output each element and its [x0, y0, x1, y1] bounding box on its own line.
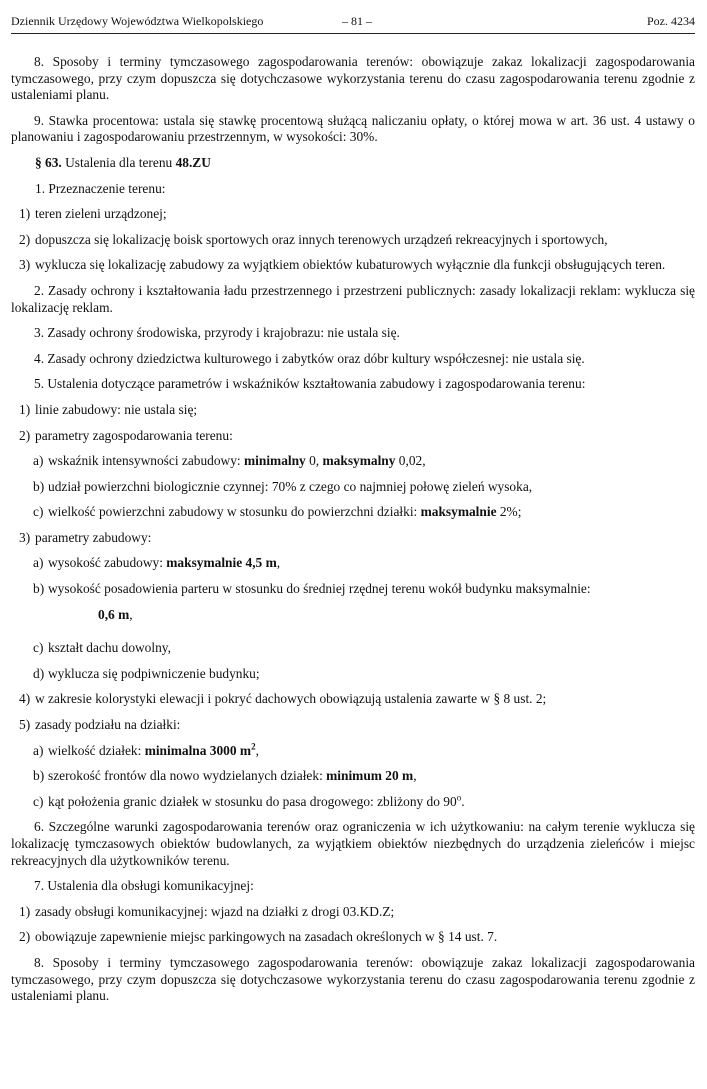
- list-item: [11, 717, 695, 734]
- sub-item: [11, 743, 695, 760]
- item-text: zasady obsługi komunikacyjnej: wjazd na działki z drogi 03.KD.Z;: [35, 903, 395, 919]
- bold-value: minimum 20 m: [326, 768, 414, 784]
- list-item: [11, 257, 695, 274]
- bold-value: maksymalny: [322, 453, 396, 469]
- sub-item-value: [11, 607, 695, 624]
- position-number: Poz. 4234: [647, 14, 695, 28]
- sub-item-text: szerokość frontów dla nowo wydzielanych działek:: [48, 768, 327, 784]
- sub-item: [11, 555, 695, 572]
- paragraph-5-title: 5. Ustalenia dotyczące parametrów i wskaźników kształtowania zabudowy i zagospodarowania terenu:: [34, 376, 586, 392]
- item-number: 1): [19, 401, 31, 417]
- paragraph-8-temporary-use-repeat: 8. Sposoby i terminy tymczasowego zagospodarowania terenów: obowiązuje zakaz lokalizacji zagospodarowania tymczasowego, przy czym dopuszcza się dotychczasowe wykorzystania terenu do czasu zagospodarowania terenu zgodnie z ustaleniami planu.: [11, 954, 695, 1004]
- page-header: [11, 13, 695, 34]
- sub-item-text: kąt położenia granic działek w stosunku do pasa drogowego: zbliżony do 90: [48, 793, 457, 809]
- item-text: obowiązuje zapewnienie miejsc parkingowych na zasadach określonych w § 14 ust. 7.: [35, 929, 498, 945]
- sub-item-text: kształt dachu dowolny,: [48, 640, 171, 656]
- sub-item-text: wskaźnik intensywności zabudowy:: [48, 453, 244, 469]
- sub-item-text: ,: [255, 742, 259, 758]
- list-item: [11, 530, 695, 547]
- item-number: 3): [19, 257, 31, 273]
- sub-item-letter: b): [33, 478, 45, 494]
- sub-item: [11, 794, 695, 811]
- paragraph-2-order: 2. Zasady ochrony i kształtowania ładu przestrzennego i przestrzeni publicznych: zasady lokalizacji reklam: wyklucza się lokalizację reklam.: [11, 282, 695, 315]
- section-text: Ustalenia dla terenu: [61, 154, 176, 170]
- superscript: o: [456, 792, 462, 803]
- sub-item-letter: c): [33, 793, 44, 809]
- sub-item-letter: a): [33, 555, 44, 571]
- item-number: 2): [19, 929, 31, 945]
- sub-item: [11, 504, 695, 521]
- paragraph-3-environment: 3. Zasady ochrony środowiska, przyrody i krajobrazu: nie ustala się.: [34, 325, 400, 341]
- s1-title: 1. Przeznaczenie terenu:: [35, 180, 166, 196]
- bold-value: maksymalnie: [420, 504, 497, 520]
- sub-item-letter: d): [33, 665, 45, 681]
- item-number: 1): [19, 206, 31, 222]
- paragraph-9-rate: 9. Stawka procentowa: ustala się stawkę procentową służącą naliczaniu opłaty, o której mowa w art. 36 ust. 4 ustawy o planowaniu i zagospodarowaniu przestrzennym, w wysokości: 30%.: [11, 112, 695, 145]
- sub-item: [11, 768, 695, 785]
- item-text: w zakresie kolorystyki elewacji i pokryć dachowych obowiązują ustalenia zawarte w § 8 ust. 2;: [35, 691, 547, 707]
- sub-item-letter: b): [33, 768, 45, 784]
- sub-item-text: ,: [129, 606, 133, 622]
- sub-item-text: 0,: [305, 453, 323, 469]
- paragraph-7-title: 7. Ustalenia dla obsługi komunikacyjnej:: [34, 878, 254, 894]
- item-text: linie zabudowy: nie ustala się;: [35, 401, 198, 417]
- paragraph-8-temporary-use: 8. Sposoby i terminy tymczasowego zagospodarowania terenów: obowiązuje zakaz lokalizacji zagospodarowania tymczasowego, przy czym dopuszcza się dotychczasowe wykorzystania terenu do czasu zagospodarowania terenu zgodnie z ustaleniami planu.: [11, 54, 695, 103]
- page-number: – 81 –: [342, 14, 372, 28]
- item-text: teren zieleni urządzonej;: [35, 206, 167, 222]
- list-item: [11, 402, 695, 419]
- item-number: 2): [19, 231, 31, 247]
- list-item: [11, 428, 695, 445]
- item-text: parametry zabudowy:: [35, 529, 152, 545]
- item-text: parametry zagospodarowania terenu:: [35, 427, 233, 443]
- sub-item: [11, 581, 695, 598]
- sub-item: [11, 479, 695, 496]
- sub-item-text: wysokość zabudowy:: [48, 555, 167, 571]
- section-number: § 63.: [35, 154, 62, 170]
- bold-value: minimalny: [244, 453, 306, 469]
- sub-item-text: .: [461, 793, 465, 809]
- sub-item-letter: c): [33, 504, 44, 520]
- superscript: 2: [251, 741, 256, 752]
- item-number: 3): [19, 529, 31, 545]
- sub-item-letter: c): [33, 640, 44, 656]
- sub-item-text: wysokość posadowienia parteru w stosunku do średniej rzędnej terenu wokół budynku maksymalnie:: [48, 581, 591, 597]
- sub-item-text: ,: [276, 555, 281, 571]
- list-item: [11, 929, 695, 946]
- item-number: 2): [19, 427, 31, 443]
- journal-title: Dziennik Urzędowy Województwa Wielkopolskiego: [11, 14, 264, 28]
- section-heading: [11, 155, 695, 172]
- bold-value: 0,6 m: [98, 606, 130, 622]
- sub-item-text: wielkość działek:: [48, 742, 145, 758]
- sub-item-text: udział powierzchni biologicznie czynnej: 70% z czego co najmniej połowę zieleń wysoka,: [48, 478, 533, 494]
- sub-item-text: wielkość powierzchni zabudowy w stosunku do powierzchni działki:: [48, 504, 421, 520]
- sub-item-letter: a): [33, 453, 44, 469]
- list-item: [11, 232, 695, 249]
- sub-item-letter: b): [33, 581, 45, 597]
- sub-item-letter: a): [33, 742, 44, 758]
- sub-item: [11, 666, 695, 683]
- list-item: [11, 691, 695, 708]
- sub-item: [11, 453, 695, 470]
- sub-item-text: 0,02,: [395, 453, 426, 469]
- list-item: [11, 904, 695, 921]
- sub-item: [11, 640, 695, 657]
- bold-value: maksymalnie 4,5 m: [166, 555, 277, 571]
- item-text: wyklucza się lokalizację zabudowy za wyjątkiem obiektów kubaturowych wyłącznie dla funkcji obsługujących teren.: [35, 257, 666, 273]
- section-code: 48.ZU: [175, 154, 211, 170]
- sub-item-text: ,: [413, 768, 417, 784]
- bold-value: minimalna 3000 m: [144, 742, 252, 758]
- sub-item-text: 2%;: [496, 504, 522, 520]
- item-number: 4): [19, 691, 31, 707]
- paragraph-4-heritage: 4. Zasady ochrony dziedzictwa kulturowego i zabytków oraz dóbr kultury współczesnej: nie ustala się.: [34, 350, 585, 366]
- item-text: dopuszcza się lokalizację boisk sportowych oraz innych terenowych urządzeń rekreacyjnych i sportowych,: [35, 231, 608, 247]
- list-item: [11, 206, 695, 223]
- item-text: zasady podziału na działki:: [35, 717, 181, 733]
- item-number: 5): [19, 717, 31, 733]
- item-number: 1): [19, 903, 31, 919]
- paragraph-6-conditions: 6. Szczególne warunki zagospodarowania terenów oraz ograniczenia w ich użytkowaniu: na całym terenie wyklucza się lokalizację tymczasowych obiektów budowlanych, za wyjątkiem obiektów niezbędnych do urządzenia zieleńców i miejsc rekreacyjnych dla użytkowników terenu.: [11, 819, 695, 868]
- document-body: [11, 34, 695, 1005]
- sub-item-text: wyklucza się podpiwniczenie budynku;: [48, 665, 260, 681]
